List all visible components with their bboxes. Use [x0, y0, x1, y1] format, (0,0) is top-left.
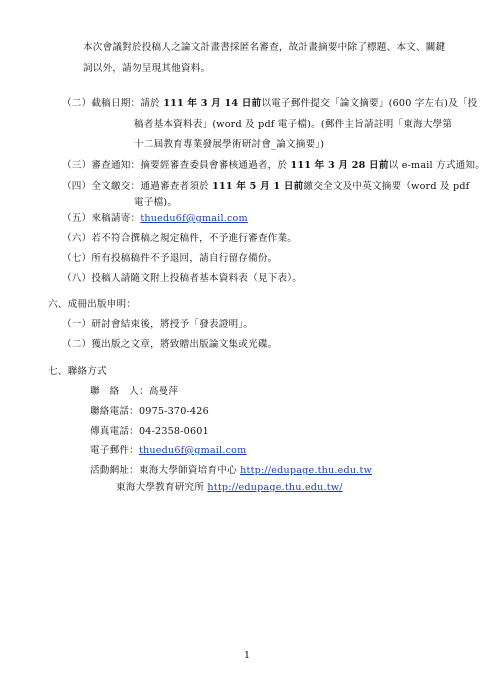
contact-phone-label: 聯絡電話：	[90, 406, 139, 417]
fulltext-text-2: 繳交全文及中英文摘要（word 及 pdf	[303, 181, 470, 192]
publication-item-two: （二）獲出版之文章，將致贈出版論文集或光碟。	[62, 339, 278, 350]
contact-email-label: 電子郵件：	[90, 445, 139, 456]
item-seven: （七）所有投稿稿件不予退回，請自行留存備份。	[62, 253, 278, 264]
contact-web-row	[90, 464, 372, 478]
contact-web2-link[interactable]: http://edupage.thu.edu.tw/	[207, 482, 343, 493]
contact-web-label: 活動網址：	[90, 465, 139, 476]
deadline-line-3: 十二屆教育專業發展學術研討會_論文摘要」)	[134, 139, 325, 150]
contact-person-label: 聯 絡 人：	[90, 386, 149, 397]
publication-item-one: （一）研討會結束後，將授予「發表證明」。	[62, 319, 254, 330]
contact-person-row	[90, 385, 178, 399]
contact-fax-row	[90, 425, 209, 439]
contact-web2-row	[116, 481, 343, 495]
contact-email-link[interactable]: thuedu6f@gmail.com	[138, 445, 247, 456]
submission-email-link[interactable]: thuedu6f@gmail.com	[140, 213, 248, 224]
deadline-line-2: 稿者基本資料表」(word 及 pdf 電子檔)。(郵件主旨請註明「東海大學第	[134, 119, 453, 130]
contact-phone-row	[90, 405, 209, 419]
contact-fax-label: 傳真電話：	[90, 426, 139, 437]
deadline-label: （二）截稿日期：	[62, 98, 141, 109]
fulltext-label: （四）全文繳交：	[62, 181, 141, 192]
review-text-1: 摘要經審查委員會審核通過者，於	[140, 160, 291, 171]
review-item	[62, 159, 485, 173]
fulltext-line-2: 電子檔)。	[134, 197, 178, 208]
contact-fax-value: 04-2358-0601	[138, 426, 209, 437]
contact-person-name: 高曼萍	[148, 386, 179, 397]
deadline-text-2: 以電子郵件提交「論文摘要」(600 字左右)及「投	[261, 98, 478, 109]
publication-heading: 六、成冊出版申明：	[48, 299, 137, 310]
contact-phone-value: 0975-370-426	[138, 406, 209, 417]
deadline-date: 111 年 3 月 14 日前	[163, 98, 262, 109]
review-label: （三）審查通知：	[62, 160, 141, 171]
contact-web2-name: 東海大學教育研究所	[116, 482, 208, 493]
fulltext-text-1: 通過審查者須於	[140, 181, 213, 192]
submission-email-label: （五）來稿請寄：	[62, 213, 141, 224]
fulltext-item	[62, 180, 469, 194]
page-number: 1	[244, 650, 251, 661]
contact-web1-name: 東海大學師資培育中心	[138, 465, 241, 476]
contact-web1-link[interactable]: http://edupage.thu.edu.tw	[240, 465, 372, 476]
review-text-2: 以 e-mail 方式通知。	[388, 160, 485, 171]
fulltext-date: 111 年 5 月 1 日前	[212, 181, 304, 192]
review-date: 111 年 3 月 28 日前	[290, 160, 389, 171]
intro-line-2: 詞以外，請勿呈現其他資料。	[83, 63, 211, 74]
item-six: （六）若不符合撰稿之規定稿件，不予進行審查作業。	[62, 233, 298, 244]
intro-line-1: 本次會議對於投稿人之論文計畫書採匿名審查，故計畫摘要中除了標題、本文、關鍵	[83, 42, 446, 53]
deadline-text-1: 請於	[140, 98, 164, 109]
contact-heading: 七、聯絡方式	[48, 366, 107, 377]
contact-email-row	[90, 444, 246, 458]
item-eight: （八）投稿人請隨文附上投稿者基本資料表（見下表）。	[62, 273, 303, 284]
deadline-item	[62, 97, 477, 111]
submission-email-item	[62, 212, 248, 226]
